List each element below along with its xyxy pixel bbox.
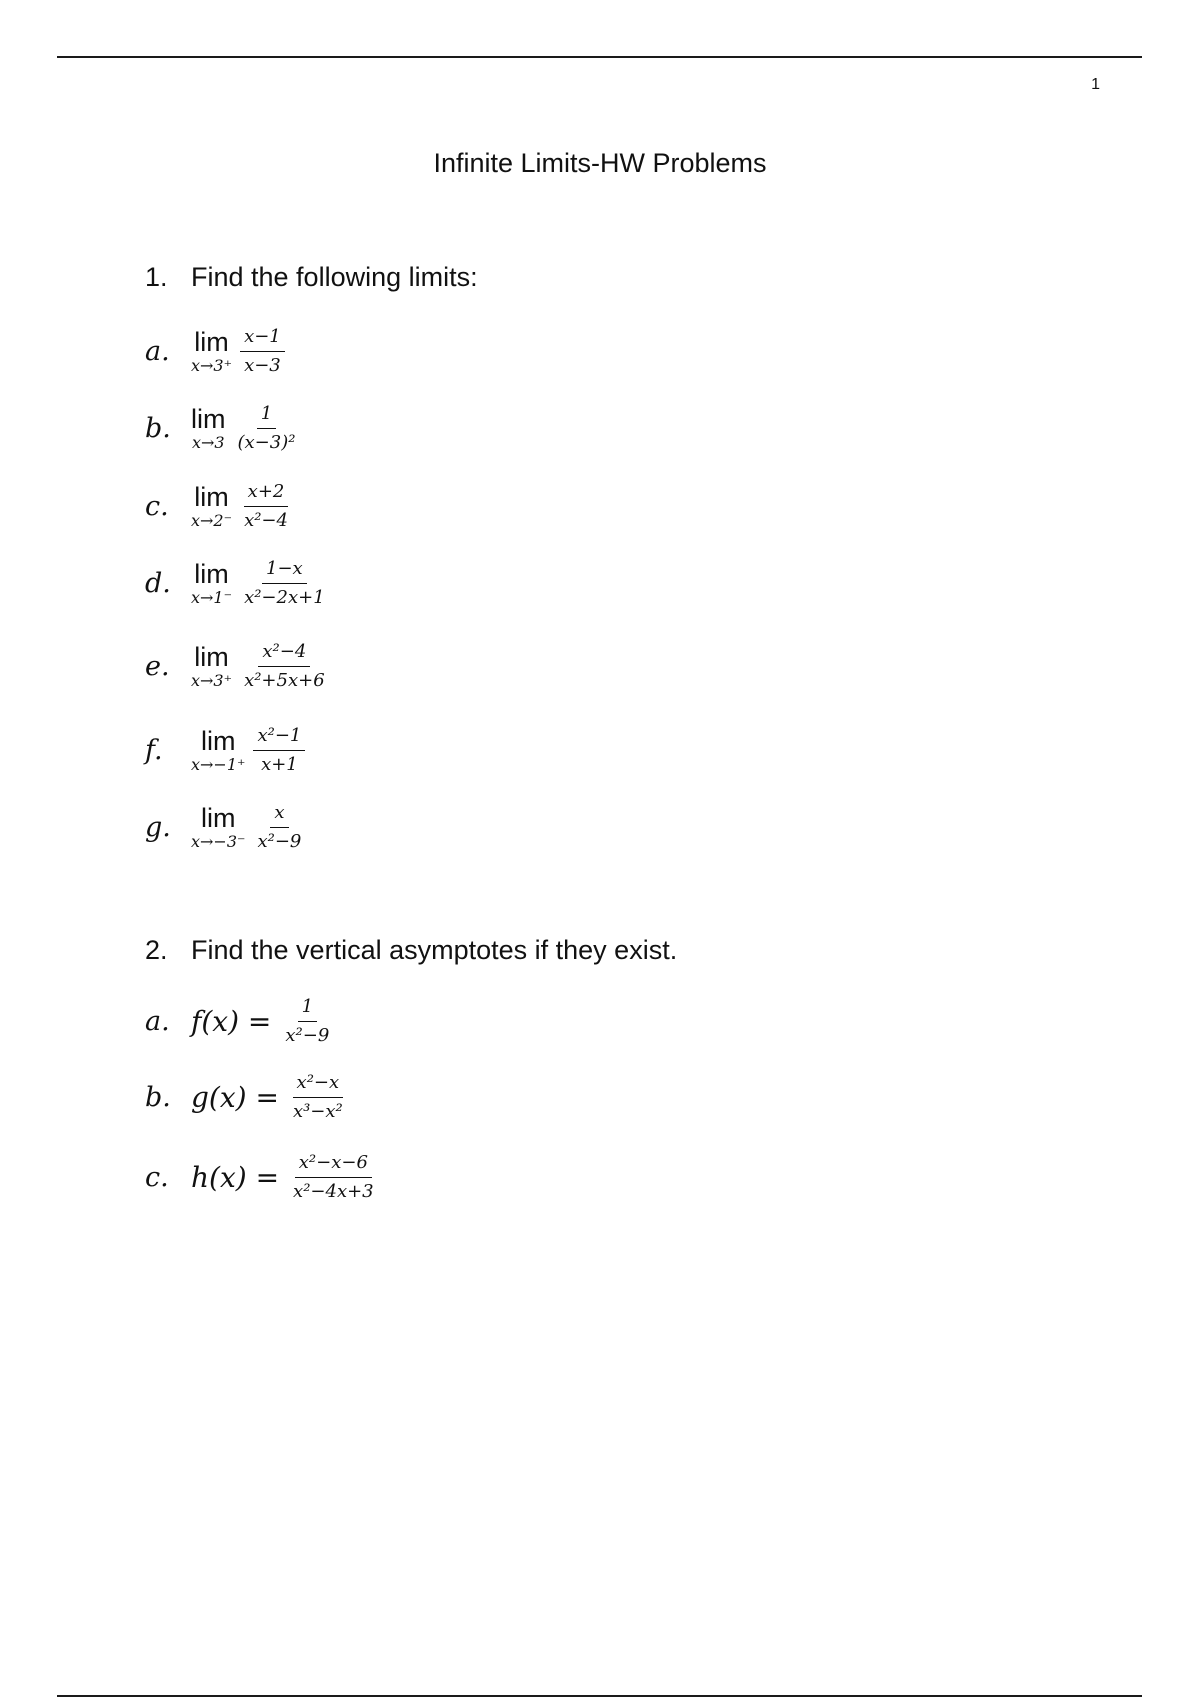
lim-word: lim [200, 726, 236, 756]
footer-rule [57, 1695, 1142, 1697]
question-1-text: Find the following limits: [191, 262, 478, 292]
question-1-number: 1. [145, 262, 168, 292]
numerator: x+2 [244, 481, 289, 507]
function-expression [191, 1072, 347, 1123]
limit-item-g [145, 796, 305, 858]
lim-subscript: x→1⁻ [191, 588, 233, 607]
fraction [240, 326, 285, 377]
limit-expression [191, 725, 305, 776]
lim-subscript: x→3⁺ [191, 671, 233, 690]
limit-item-e [145, 635, 329, 697]
limit-expression [191, 481, 292, 532]
function-name: g(x) = [191, 1080, 279, 1114]
item-letter: b. [145, 1081, 171, 1113]
denominator: x²−9 [257, 830, 302, 852]
fraction [253, 725, 305, 776]
limit-expression [191, 558, 329, 609]
page-number: 1 [1091, 76, 1100, 93]
question-2-number: 2. [145, 935, 168, 965]
item-letter: c. [145, 1161, 169, 1193]
limit-item-b [145, 397, 299, 459]
lim-subscript: x→2⁻ [191, 511, 233, 530]
limit-item-c [145, 475, 292, 537]
limit-operator [191, 559, 232, 607]
function-expression [191, 996, 333, 1047]
fraction [234, 403, 300, 454]
limit-operator [191, 327, 232, 375]
limit-operator [191, 482, 232, 530]
lim-subscript: x→−3⁻ [191, 832, 246, 851]
denominator: (x−3)² [237, 431, 296, 453]
asymptote-item-a [145, 990, 333, 1052]
numerator: x−1 [240, 326, 285, 352]
limit-operator [191, 642, 232, 690]
limit-expression [191, 802, 305, 853]
lim-subscript: x→−1⁺ [191, 755, 246, 774]
lim-subscript: x→3⁺ [191, 356, 233, 375]
denominator: x²−2x+1 [244, 586, 325, 608]
denominator: x−3 [244, 354, 281, 376]
item-letter: d. [145, 567, 171, 599]
item-letter: e. [145, 650, 170, 682]
page-title: Infinite Limits-HW Problems [433, 148, 767, 178]
asymptote-item-b [145, 1066, 347, 1128]
denominator: x²−9 [285, 1024, 330, 1046]
limit-item-f [145, 719, 305, 781]
numerator: x²−4 [258, 641, 310, 667]
numerator: 1 [257, 403, 276, 429]
question-1 [145, 262, 478, 293]
numerator: x²−1 [253, 725, 305, 751]
limit-expression [191, 326, 285, 377]
lim-word: lim [191, 404, 226, 434]
limit-item-d [145, 552, 329, 614]
limit-operator [191, 803, 245, 851]
item-letter: a. [145, 1005, 170, 1037]
numerator: 1−x [262, 558, 307, 584]
limit-operator [191, 726, 245, 774]
limit-expression [191, 641, 329, 692]
lim-word: lim [194, 559, 229, 589]
question-2-text: Find the vertical asymptotes if they exist. [191, 935, 678, 965]
denominator: x²+5x+6 [244, 669, 325, 691]
denominator: x²−4x+3 [293, 1180, 374, 1202]
item-letter: a. [145, 335, 170, 367]
question-2 [145, 935, 677, 966]
lim-word: lim [194, 482, 229, 512]
fraction [240, 481, 292, 532]
function-name: f(x) = [191, 1004, 272, 1038]
denominator: x³−x² [292, 1100, 343, 1122]
numerator: 1 [298, 996, 317, 1022]
denominator: x²−4 [244, 509, 288, 531]
denominator: x+1 [261, 753, 298, 775]
lim-word: lim [194, 642, 229, 672]
fraction [281, 996, 333, 1047]
fraction [240, 641, 329, 692]
header-rule [57, 56, 1142, 58]
function-expression [191, 1152, 378, 1203]
fraction [289, 1072, 347, 1123]
lim-subscript: x→3 [191, 433, 225, 452]
lim-word: lim [200, 803, 236, 833]
limit-operator [191, 404, 226, 452]
limit-item-a [145, 320, 285, 382]
asymptote-item-c [145, 1146, 378, 1208]
item-letter: c. [145, 490, 169, 522]
item-letter: f. [145, 734, 163, 766]
fraction [289, 1152, 378, 1203]
numerator: x²−x−6 [295, 1152, 372, 1178]
numerator: x [270, 802, 288, 828]
fraction [253, 802, 305, 853]
numerator: x²−x [293, 1072, 344, 1098]
function-name: h(x) = [191, 1160, 280, 1194]
lim-word: lim [194, 327, 229, 357]
limit-expression [191, 403, 299, 454]
fraction [240, 558, 329, 609]
item-letter: g. [145, 811, 171, 843]
item-letter: b. [145, 412, 171, 444]
